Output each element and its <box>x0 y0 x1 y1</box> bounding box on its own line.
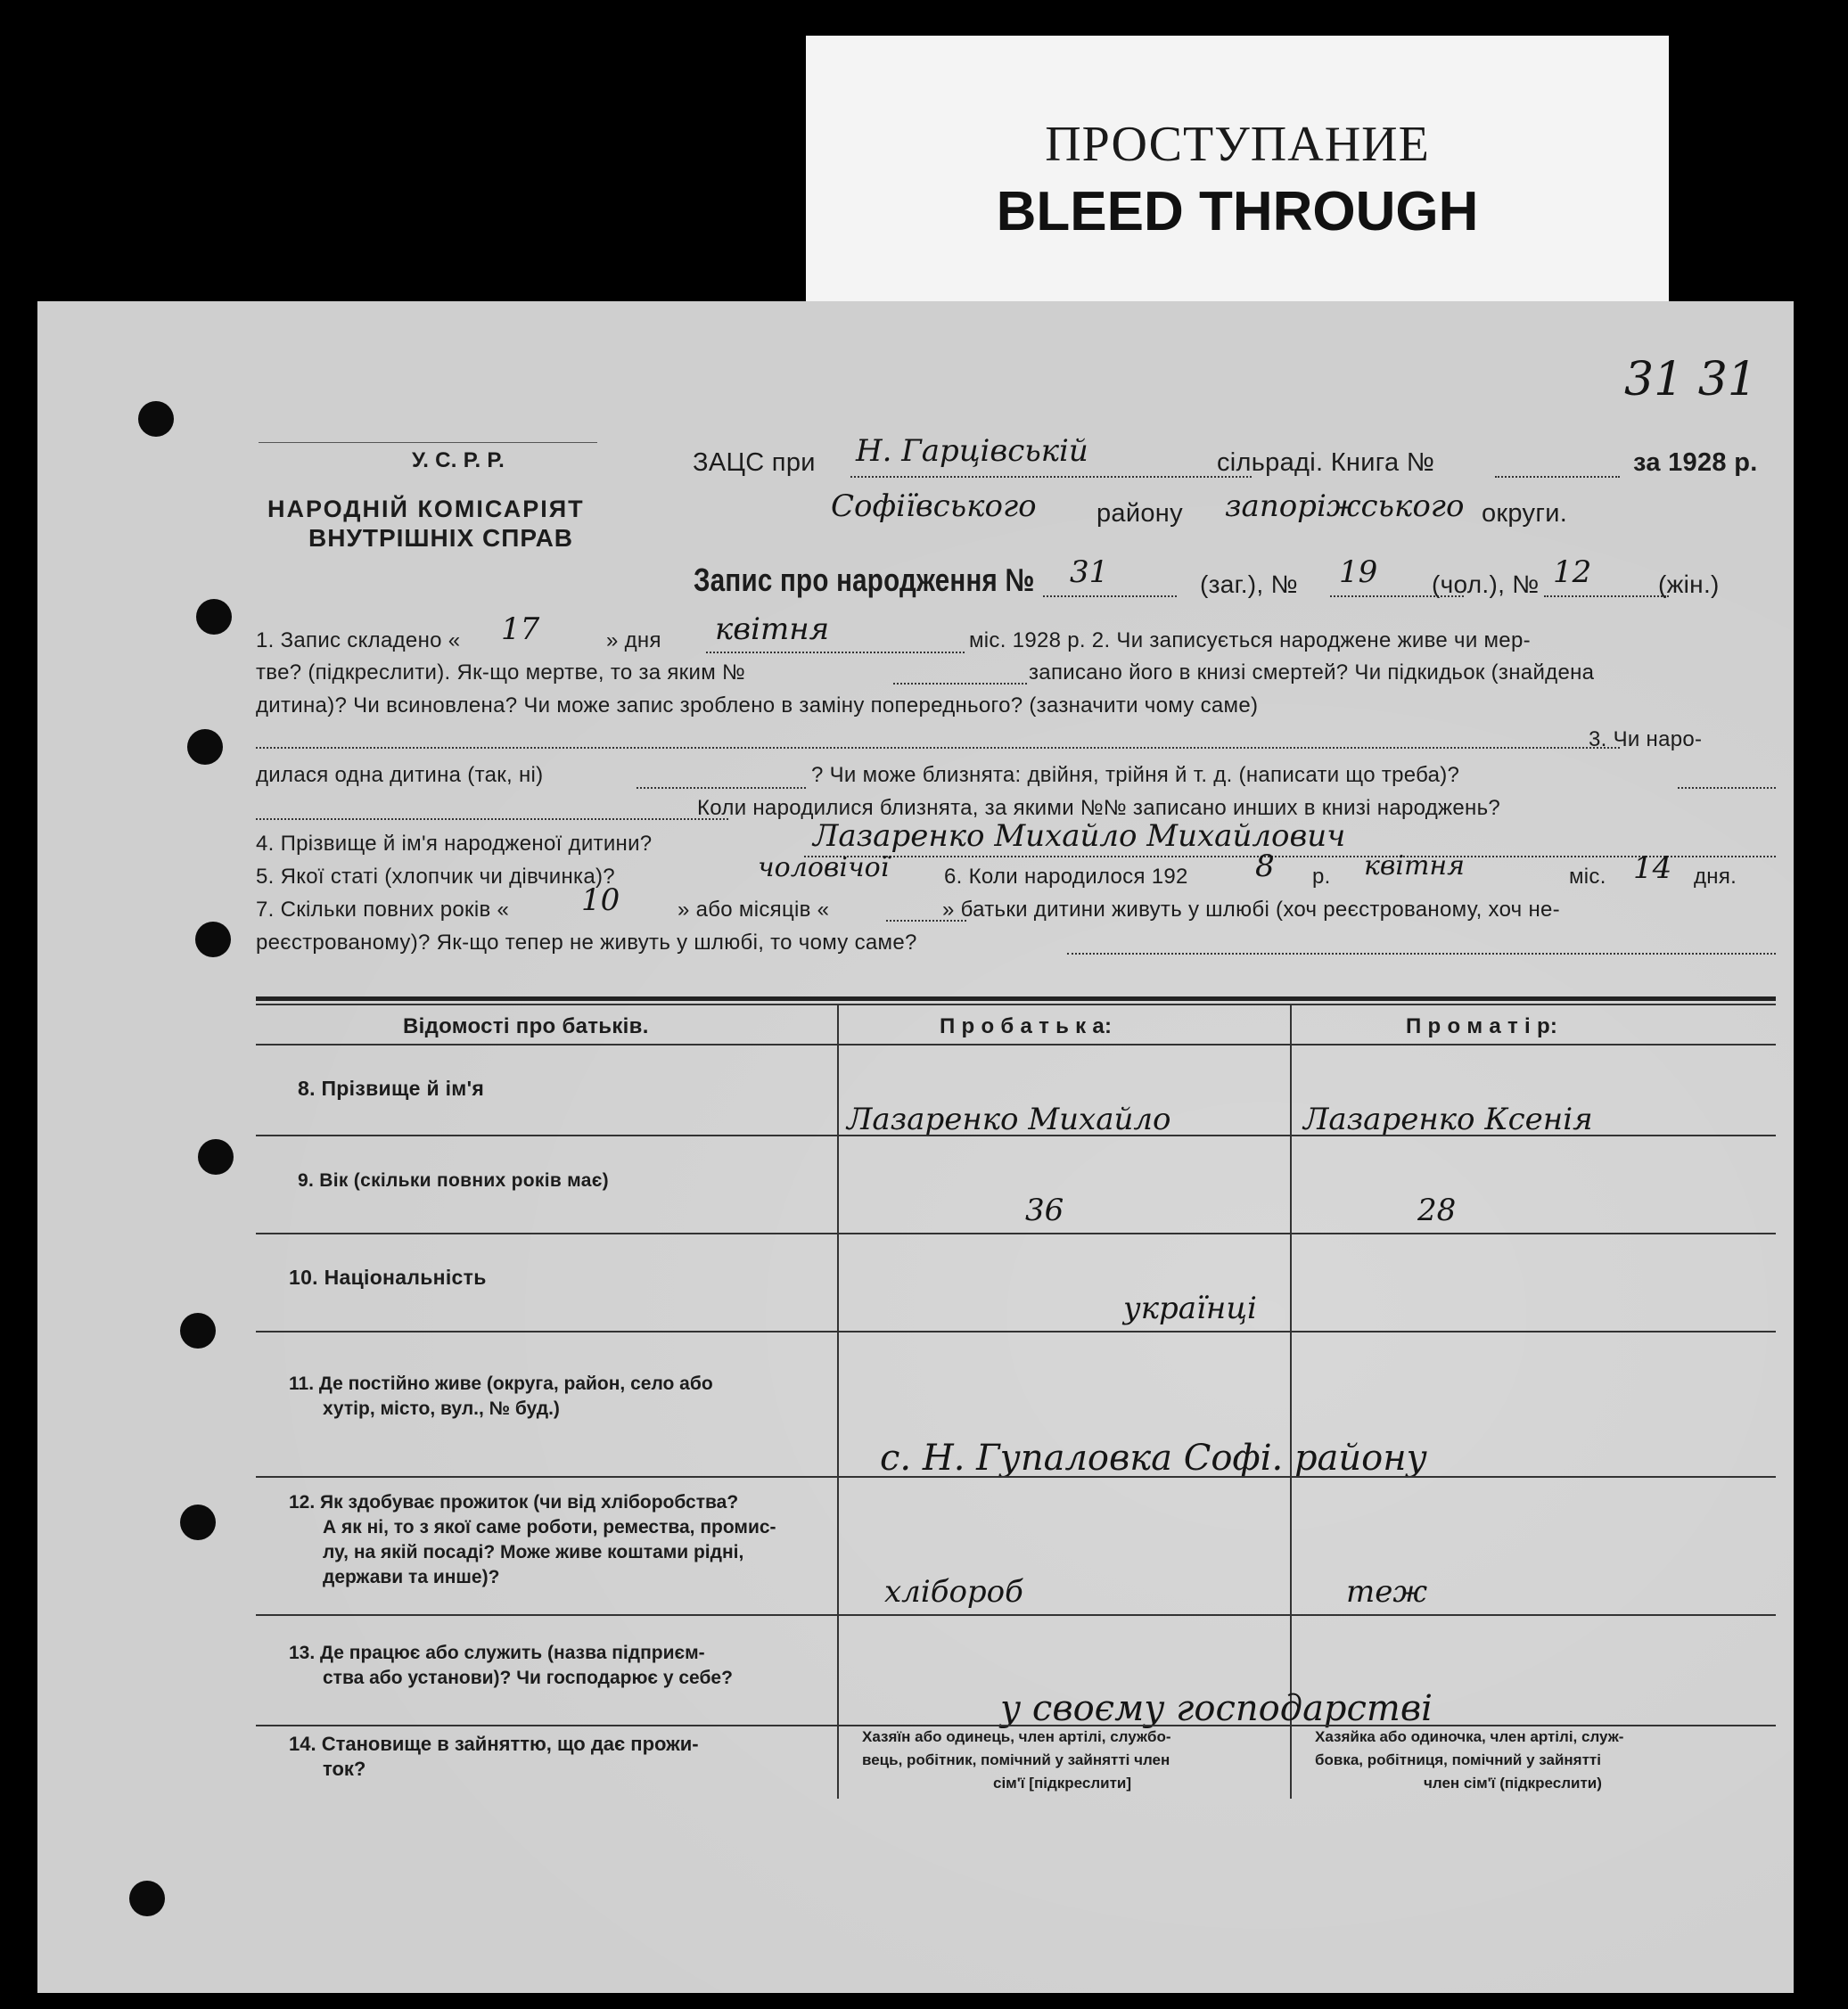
label-en: BLEED THROUGH <box>996 181 1479 242</box>
record-zag-label: (заг.), № <box>1200 570 1298 598</box>
q4-label: 4. Прізвище й ім'я народженої дитини? <box>256 832 653 856</box>
header-rule <box>259 442 597 443</box>
child-sex: чоловічої <box>758 852 890 883</box>
father-occupation: хлібороб <box>884 1574 1023 1610</box>
row-9-rule <box>256 1233 1776 1234</box>
punch-hole <box>129 1881 165 1916</box>
col-mother-header: П р о м а т і р: <box>1406 1014 1558 1038</box>
punch-hole <box>196 599 232 635</box>
reason-line <box>256 747 1620 749</box>
col-info-header: Відомості про батьків. <box>403 1014 649 1038</box>
q7-text-b: реєстрованому)? Як-що тепер не живуть у шлюбі, то чому саме? <box>256 931 917 955</box>
father-status-1: Хазяїн або одинець, член артілі, службо- <box>862 1728 1171 1745</box>
q2-text: тве? (підкреслити). Як-що мертве, то за яким № <box>256 660 746 685</box>
nationality: українці <box>1123 1291 1257 1326</box>
record-number-total: 31 <box>1070 554 1109 590</box>
birth-month: квітня <box>1364 850 1466 882</box>
row-8-label: 8. Прізвище й ім'я <box>298 1077 485 1100</box>
father-status-3: сім'ї [підкреслити] <box>993 1775 1132 1792</box>
q3-text: дилася одна дитина (так, ні) <box>256 763 544 787</box>
birth-year-digit: 8 <box>1255 849 1275 884</box>
punch-hole <box>187 729 223 765</box>
table-top-rule-thin <box>256 1004 1776 1005</box>
q2-text-c: дитина)? Чи всиновлена? Чи може запис зроблено в заміну попереднього? (зазначити чому саме) <box>256 693 1259 718</box>
punch-hole <box>138 401 174 437</box>
table-top-rule <box>256 996 1776 1001</box>
record-number-line <box>1043 595 1177 597</box>
punch-hole <box>198 1139 234 1175</box>
col-father-header: П р о б а т ь к а: <box>940 1014 1113 1038</box>
q7-text: » батьки дитини живуть у шлюбі (хоч реєстрованому, хоч не- <box>942 898 1560 922</box>
row-11-label-b: хутір, місто, вул., № буд.) <box>323 1398 560 1419</box>
year-label: за 1928 р. <box>1633 448 1758 477</box>
q6-month-label: міс. <box>1569 865 1606 889</box>
commissariat-line-2: ВНУТРІШНІХ СПРАВ <box>308 524 574 552</box>
row-12-rule <box>256 1614 1776 1616</box>
record-month-line <box>706 652 965 653</box>
record-title: Запис про народження № <box>694 562 1035 598</box>
zags-village-line <box>850 476 1252 478</box>
record-number-male: 19 <box>1339 554 1378 590</box>
death-record-line <box>893 683 1027 685</box>
mother-name: Лазаренко Ксенія <box>1303 1102 1593 1137</box>
page-number: 31 31 <box>1624 353 1757 406</box>
okrug-label: округи. <box>1482 499 1568 528</box>
q3-label: 3. Чи наро- <box>1589 727 1703 751</box>
q7-label: 7. Скільки повних років « <box>256 898 510 922</box>
marriage-reason-line <box>1067 953 1776 955</box>
commissariat-line-1: НАРОДНІЙ КОМІСАРІЯТ <box>267 496 585 522</box>
q6-year-suffix: р. <box>1312 865 1331 889</box>
q3-text-b: ? Чи може близнята: двійня, трійня й т. д. (написати що треба)? <box>811 763 1460 787</box>
book-number-line <box>1495 476 1620 478</box>
twins-numbers-pre-line <box>256 818 728 820</box>
zags-village: Н. Гарцівській <box>856 433 1088 469</box>
mother-occupation: теж <box>1346 1574 1428 1610</box>
bleed-through-label <box>806 36 1669 303</box>
record-day: 17 <box>501 611 540 647</box>
row-12-label-a: 12. Як здобуває прожиток (чи від хліборобства? <box>289 1492 739 1513</box>
punch-hole <box>195 922 231 957</box>
district-label: району <box>1096 499 1183 528</box>
record-number-female: 12 <box>1553 554 1592 590</box>
record-zhin-label: (жін.) <box>1658 570 1720 598</box>
q6-day-label: дня. <box>1694 865 1737 889</box>
row-10-label: 10. Національність <box>289 1266 487 1289</box>
row-14-label-a: 14. Становище в зайняттю, що дає прожи- <box>289 1733 699 1755</box>
twins-line <box>1678 787 1776 789</box>
mother-status-1: Хазяйка або одиночка, член артілі, служ- <box>1315 1728 1624 1745</box>
okrug-name: запоріжського <box>1225 488 1465 524</box>
q3-text-c: Коли народилися близнята, за якими №№ записано инших в книзі народжень? <box>697 796 1501 820</box>
mother-status-3: член сім'ї (підкреслити) <box>1424 1775 1602 1792</box>
q7-months-label: » або місяців « <box>678 898 830 922</box>
q1-q2-text: міс. 1928 р. 2. Чи записується народжене живе чи мер- <box>969 628 1531 652</box>
row-13-label-a: 13. Де працює або служить (назва підприєм- <box>289 1643 705 1663</box>
row-12-label-b: А як ні, то з якої саме роботи, ремества, промис- <box>323 1517 776 1538</box>
mother-age: 28 <box>1417 1193 1457 1228</box>
district-name: Софіївського <box>831 488 1037 524</box>
ussr-title: У. С. Р. Р. <box>412 448 505 472</box>
q1-label: 1. Запис складено « <box>256 628 461 652</box>
punch-hole <box>180 1505 216 1540</box>
row-9-label: 9. Вік (скільки повних років має) <box>298 1170 609 1191</box>
header-row-rule <box>256 1044 1776 1046</box>
q2-text-b: записано його в книзі смертей? Чи підкидьок (знайдена <box>1029 660 1595 685</box>
q1-day-label: » дня <box>606 628 661 652</box>
row-11-label-a: 11. Де постійно живе (округа, район, село або <box>289 1374 713 1394</box>
q6-label: 6. Коли народилося 192 <box>944 865 1188 889</box>
workplace: у своєму господарстві <box>1000 1688 1433 1729</box>
marriage-years: 10 <box>581 882 620 918</box>
father-status-2: вець, робітник, помічний у зайнятті член <box>862 1751 1170 1768</box>
single-child-line <box>637 787 806 789</box>
record-female-line <box>1544 595 1669 597</box>
row-14-label-b: ток? <box>323 1758 366 1780</box>
mother-status-2: бовка, робітниця, помічний у зайнятті <box>1315 1751 1601 1768</box>
label-ru: ПРОСТУПАНИЕ <box>1045 117 1430 172</box>
zags-council-label: сільраді. Книга № <box>1217 448 1435 477</box>
row-10-rule <box>256 1331 1776 1332</box>
child-name-line <box>804 856 1776 857</box>
child-name: Лазаренко Михайло Михайлович <box>813 818 1346 854</box>
record-chol-label: (чол.), № <box>1432 570 1540 598</box>
row-13-label-b: ства або установи)? Чи господарює у себе? <box>323 1668 733 1688</box>
zags-label: ЗАЦС при <box>693 448 816 477</box>
table-divider-2 <box>1290 1005 1292 1799</box>
birth-day: 14 <box>1633 850 1672 886</box>
q5-label: 5. Якої статі (хлопчик чи дівчинка)? <box>256 865 615 889</box>
father-age: 36 <box>1025 1193 1064 1228</box>
row-12-label-c: лу, на якій посаді? Може живе коштами рідні, <box>323 1542 744 1562</box>
residence: с. Н. Гупаловка Софі. району <box>880 1438 1427 1479</box>
father-name: Лазаренко Михайло <box>847 1102 1171 1137</box>
birth-record-form <box>37 301 1794 1993</box>
row-8-rule <box>256 1135 1776 1136</box>
table-divider-1 <box>837 1005 839 1799</box>
row-12-label-d: держави та инше)? <box>323 1567 500 1587</box>
punch-hole <box>180 1313 216 1349</box>
record-month: квітня <box>715 611 830 647</box>
row-11-rule <box>256 1476 1776 1478</box>
